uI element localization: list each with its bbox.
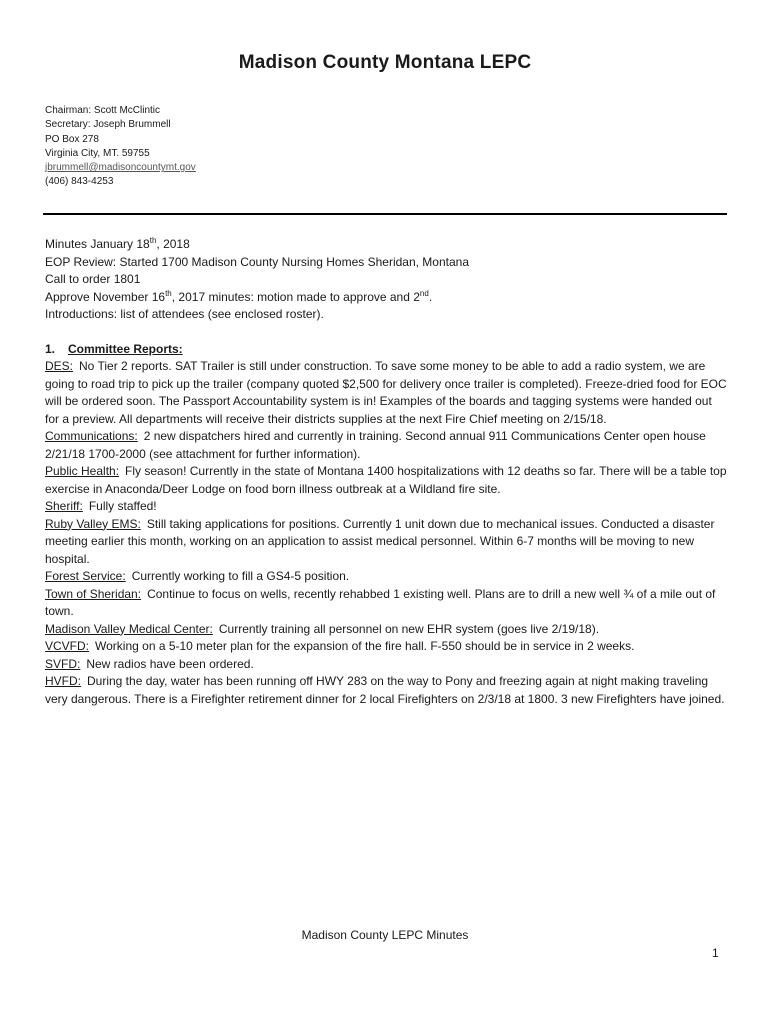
section-number: 1. [45,341,56,356]
report-text: 2 new dispatchers hired and currently in training. Second annual 911 Communications Center open house 2/21/18 1700-2000 (see attachment for further information). [45,429,706,461]
po-box-line: PO Box 278 [45,133,99,145]
approve-sup-2: nd [419,288,429,298]
eop-review-line: EOP Review: Started 1700 Madison County Nursing Homes Sheridan, Montana [45,254,470,269]
report-madison-valley-medical [45,621,727,639]
report-hvfd [45,673,727,708]
approve-minutes-line [45,289,727,307]
report-text: Fly season! Currently in the state of Montana 1400 hospitalizations with 12 deaths so far. There will be a table top exercise in Anaconda/Deer Lodge on food born illness outbreak at a Wildland fire site. [45,464,727,496]
report-text: During the day, water has been running off HWY 283 on the way to Pony and freezing again at night making traveling very dangerous. There is a Firefighter retirement dinner for 2 local Firefighters on 2/3/18 at 1800. 3 new Firefighters have joined. [45,674,725,706]
approve-text: Approve November 16 [45,289,166,304]
section-title: Committee Reports: [68,341,183,356]
intro-block [45,236,727,324]
report-org: Public Health: [45,464,120,478]
page-footer: Madison County LEPC Minutes [301,928,469,942]
report-text: Currently working to fill a GS4-5 position. [131,569,350,583]
chairman-line: Chairman: Scott McClintic [45,105,161,116]
report-text: Continue to focus on wells, recently rehabbed 1 existing well. Plans are to drill a new well ¾ of a mile out of town. [45,586,716,618]
report-svfd [45,656,727,674]
minutes-date-year: , 2018 [156,237,190,251]
document-title: Madison County Montana LEPC [238,52,532,73]
phone-line: (406) 843-4253 [45,176,114,188]
report-org: Communications: [45,429,138,443]
report-public-health [45,463,727,498]
report-text: Currently training all personnel on new EHR system (goes live 2/19/18). [218,621,600,636]
contact-block [45,104,196,190]
report-sheriff [45,498,727,516]
report-town-of-sheridan [45,586,727,621]
city-line: Virginia City, MT. 59755 [45,147,150,159]
report-org: SVFD: [45,656,81,671]
minutes-body [45,236,727,708]
header-divider [43,213,727,215]
report-text: Fully staffed! [88,499,157,513]
approve-end: . [428,289,433,304]
report-vcvfd [45,638,727,656]
report-communications [45,428,727,463]
minutes-date-line [45,236,727,254]
report-forest-service [45,568,727,586]
introductions-line: Introductions: list of attendees (see enclosed roster). [45,307,324,321]
report-text: No Tier 2 reports. SAT Trailer is still under construction. To save some money to be able to add a radio system, we are going to road trip to pick up the trailer (company quoted $2,500 for delivery once trailer is completed). Freeze-dried food for EOC will be ordered soon. The Passport Accountability system is in! Examples of the boards and tagging systems were handed out for a preview. All departments will receive their districts supplies at the next Fire Chief meeting on 2/15/18. [45,359,727,426]
report-org: Ruby Valley EMS: [45,516,141,531]
report-org: DES: [45,359,74,373]
report-text: New radios have been ordered. [86,656,254,671]
report-org: Forest Service: [45,569,126,583]
approve-sup-1: th [165,288,172,298]
call-to-order-line: Call to order 1801 [45,272,141,286]
report-org: VCVFD: [45,639,90,653]
report-org: Madison Valley Medical Center: [45,621,213,636]
report-org: HVFD: [45,674,81,688]
approve-mid-text: , 2017 minutes: motion made to approve and 2 [171,289,420,304]
email-link[interactable]: jbrummell@madisoncountymt.gov [45,162,196,174]
report-org: Sheriff: [45,499,83,513]
committee-reports-heading [45,341,727,359]
secretary-line: Secretary: Joseph Brummell [45,119,171,131]
report-ruby-valley-ems [45,516,727,569]
page-number: 1 [712,946,719,960]
report-text: Still taking applications for positions. Currently 1 unit down due to mechanical issues. Conducted a disaster meeting earlier this month, working on an application to assist medical personnel. Within 6-7 months will be moving to new hospital. [45,516,715,566]
report-des [45,358,727,428]
report-text: Working on a 5-10 meter plan for the expansion of the fire hall. F-550 should be in service in 2 weeks. [95,639,635,653]
minutes-date-sup: th [149,236,157,245]
report-org: Town of Sheridan: [45,586,142,601]
minutes-date-text: Minutes January 18 [45,237,150,251]
